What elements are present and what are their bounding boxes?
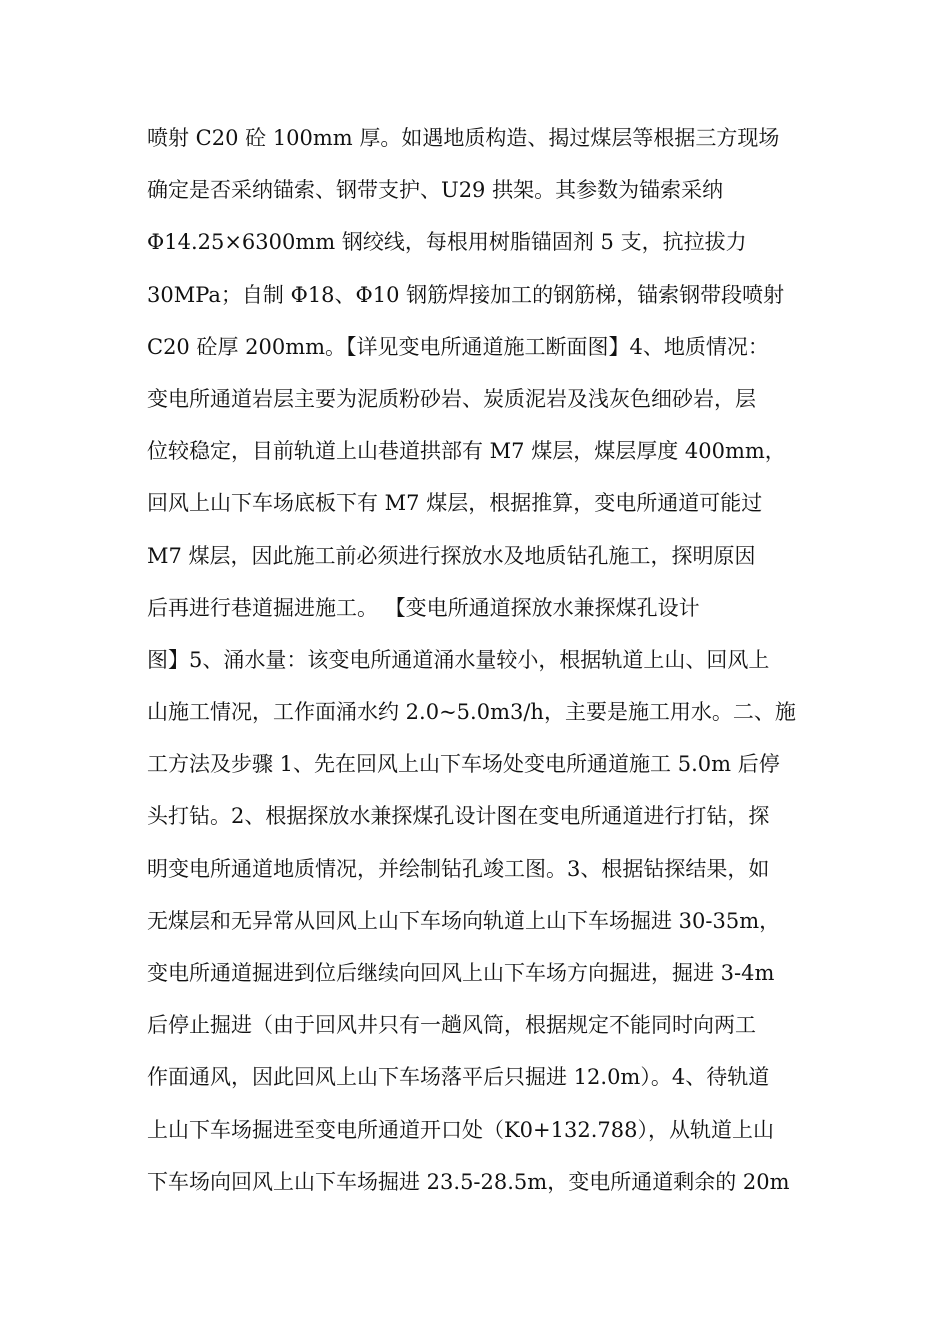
text-line: 明变电所通道地质情况，并绘制钻孔竣工图。3、根据钻探结果，如	[147, 856, 770, 881]
text-line: 山施工情况，工作面涌水约 2.0~5.0m3/h，主要是施工用水。二、施	[147, 700, 796, 725]
text-line: 喷射 C20 砼 100mm 厚。如遇地质构造、揭过煤层等根据三方现场	[147, 126, 780, 150]
text-line: 回风上山下车场底板下有 M7 煤层，根据推算，变电所通道可能过	[147, 491, 763, 516]
text-line: 变电所通道掘进到位后继续向回风上山下车场方向掘进，掘进 3-4m	[147, 961, 775, 985]
text-line: 无煤层和无异常从回风上山下车场向轨道上山下车场掘进 30-35m，	[147, 908, 781, 933]
text-line: 后停止掘进（由于回风井只有一趟风筒，根据规定不能同时向两工	[147, 1013, 756, 1038]
text-line: 30MPa；自制 Φ18、Φ10 钢筋焊接加工的钢筋梯，锚索钢带段喷射	[147, 282, 785, 307]
text-line: 下车场向回风上山下车场掘进 23.5-28.5m，变电所通道剩余的 20m	[147, 1169, 790, 1194]
text-line: 头打钻。2、根据探放水兼探煤孔设计图在变电所通道进行打钻，探	[147, 804, 770, 829]
text-line: 位较稳定，目前轨道上山巷道拱部有 M7 煤层，煤层厚度 400mm，	[147, 439, 786, 464]
text-line: 确定是否采纳锚索、钢带支护、U29 拱架。其参数为锚索采纳	[147, 178, 724, 203]
text-line: 后再进行巷道掘进施工。 【变电所通道探放水兼探煤孔设计	[147, 595, 700, 620]
text-line: 图】5、涌水量：该变电所通道涌水量较小，根据轨道上山、回风上	[147, 647, 770, 672]
text-line: M7 煤层，因此施工前必须进行探放水及地质钻孔施工，探明原因	[147, 543, 756, 568]
body-text	[147, 118, 817, 1214]
text-line: 上山下车场掘进至变电所通道开口处（K0+132.788），从轨道上山	[147, 1117, 774, 1142]
text-line: C20 砼厚 200mm。【详见变电所通道施工断面图】4、地质情况：	[147, 334, 769, 359]
text-line: Φ14.25×6300mm 钢绞线，每根用树脂锚固剂 5 支，抗拉拔力	[147, 230, 747, 255]
text-line: 变电所通道岩层主要为泥质粉砂岩、炭质泥岩及浅灰色细砂岩，层	[147, 386, 756, 411]
text-line: 工方法及步骤 1、先在回风上山下车场处变电所通道施工 5.0m 后停	[147, 752, 780, 777]
text-line: 作面通风，因此回风上山下车场落平后只掘进 12.0m）。4、待轨道	[147, 1065, 770, 1090]
